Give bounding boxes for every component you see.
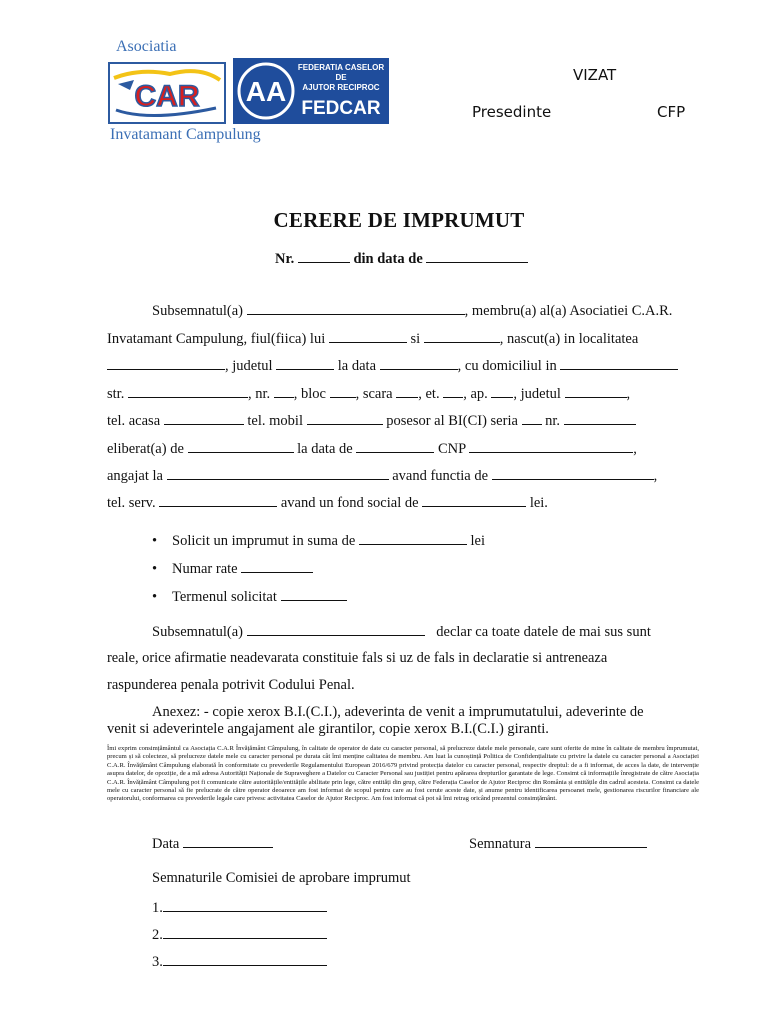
street-number-field[interactable]	[274, 385, 294, 398]
installments-label: Numar rate	[172, 561, 238, 577]
id-number-field[interactable]	[564, 412, 636, 425]
annex-line-1: Anexez: - copie xerox B.I.(C.I.), adeverinta de venit a imprumutatului, adeverinte de	[152, 704, 644, 720]
residence-field[interactable]	[560, 357, 678, 370]
page-title: CERERE DE IMPRUMUT	[273, 208, 525, 232]
la-data-label: la data	[337, 358, 377, 374]
vizat-label: VIZAT	[573, 66, 617, 84]
birth-county-field[interactable]	[276, 357, 334, 370]
bullet-dot-icon: •	[152, 561, 158, 577]
fedcar-logo	[233, 58, 389, 124]
bullet-loan-amount	[152, 532, 485, 550]
position-field[interactable]	[492, 467, 654, 480]
commission-signature-2-field[interactable]	[163, 926, 327, 939]
fiul-label: Invatamant Campulung, fiul(fiica) lui	[107, 331, 326, 347]
form-line-3	[107, 357, 678, 375]
nascut-label: , nascut(a) in localitatea	[499, 331, 639, 347]
form-line-6	[107, 440, 637, 458]
commission-signature-1-field[interactable]	[163, 899, 327, 912]
str-label: str.	[107, 386, 125, 402]
car-logo-text: CAR	[134, 80, 200, 113]
issue-date-field[interactable]	[356, 440, 434, 453]
commission-signature-3-field[interactable]	[163, 953, 327, 966]
car-logo	[108, 62, 226, 124]
gdpr-consent-text: Îmi exprim consimțământul ca Asociația C.A.R Învățământ Câmpulung, în calitate de operator de date cu caracter personal, să prelucreze datele mele personale, care sunt oferite de mine în calitate de membru împrumutat, precum și să colecteze, să prelucreze datele mele cu caracter personal pe durata cât îmi menține calitatea de membru. Am luat la cunoștință Politica de Confidențialitate cu privire la datele cu caracter personal a Asociației C.A.R. Învățământ Câmpulung elaborată în conformitate cu prevederile Regulamentului European 2016/679 privind protecția datelor cu caracter personal, respectiv dreptul: de a fi informat, de acces la date, de intervenție asupra datelor, de opoziție, de a mă adresa Autorității Naționale de Supraveghere a Datelor cu Caracter Personal sau justiției pentru apărarea drepturilor garantate de lege. Consimt că informațiile înregistrate de către Asociația C.A.R. Învățământ Câmpulung pot fi comunicate către autoritățile/entitățile abilitate prin lege, către entități din grup, către Federația Caselor de Ajutor Reciproc din România și entitățile din cadrul acesteia. Consimt ca datele mele cu caracter personal să fie prelucrate de către operator deoarece am fost informat de scopul pentru care au fost cerute aceste date, și anume pentru identificarea persoanei mele, gestionarea riscurilor financiare ale operatorului, conformarea cu prevederile legale care privesc activitatea Caselor de Ajutor Reciproc. Am fost informat că pot să îmi retrag oricând prezentul consimțământ.	[107, 745, 699, 803]
sig1-label: 1.	[152, 900, 163, 916]
declaration-line-2: reale, orice afirmatie neadevarata constituie fals si uz de fals in declaratie si antreneaza	[107, 650, 608, 666]
cnp-field[interactable]	[469, 440, 633, 453]
signing-date-field[interactable]	[183, 835, 273, 848]
declaration-subsemnatul: Subsemnatul(a)	[152, 624, 244, 640]
form-line-4	[107, 385, 630, 403]
birth-date-field[interactable]	[380, 357, 458, 370]
term-label: Termenul solicitat	[172, 589, 277, 605]
fedcar-line2: DE	[335, 73, 347, 82]
declaration-line-3: raspunderea penala potrivit Codului Penal.	[107, 677, 355, 693]
apartment-field[interactable]	[491, 385, 513, 398]
loan-currency-label: lei	[470, 533, 486, 549]
fedcar-line1: FEDERATIA CASELOR	[297, 63, 385, 72]
din-data-label: din data de	[353, 251, 423, 267]
membru-label: , membru(a) al(a) Asociatiei C.A.R.	[464, 303, 673, 319]
sig2-label: 2.	[152, 927, 163, 943]
sig3-label: 3.	[152, 954, 163, 970]
eliberat-label: eliberat(a) de	[107, 441, 184, 457]
block-field[interactable]	[330, 385, 356, 398]
association-name-bottom: Invatamant Campulung	[110, 126, 261, 143]
tel-mobil-label: tel. mobil	[247, 413, 303, 429]
form-line-1	[152, 302, 672, 320]
loan-amount-field[interactable]	[359, 532, 467, 545]
declaration-line-1	[152, 623, 651, 641]
tel-acasa-label: tel. acasa	[107, 413, 161, 429]
domiciliu-label: , cu domiciliul in	[457, 358, 557, 374]
bullet-dot-icon: •	[152, 533, 158, 549]
nr-label: Nr.	[275, 251, 295, 267]
la-data-de-label: la data de	[297, 441, 353, 457]
signature-row	[469, 835, 647, 853]
commission-signature-2	[152, 926, 327, 944]
subsemnatul-label: Subsemnatul(a)	[152, 303, 244, 319]
judetul-label: , judetul	[225, 358, 273, 374]
floor-field[interactable]	[443, 385, 463, 398]
fedcar-logo-letters: AA	[245, 76, 287, 107]
etaj-label: , et.	[418, 386, 440, 402]
declaration-name-field[interactable]	[247, 623, 425, 636]
work-phone-field[interactable]	[159, 494, 277, 507]
installments-field[interactable]	[241, 560, 313, 573]
lei-label: lei.	[529, 495, 548, 511]
bullet-installments	[152, 560, 313, 578]
declaration-text-b: declar ca toate datele de mai sus sunt	[436, 624, 651, 640]
nr-street-label: , nr.	[247, 386, 271, 402]
bi-nr-label: nr.	[545, 413, 561, 429]
comma: ,	[626, 386, 631, 402]
form-line-8	[107, 494, 548, 512]
association-name-top: Asociatia	[116, 38, 177, 55]
mother-name-field[interactable]	[424, 330, 500, 343]
form-line-2	[107, 330, 638, 348]
commission-signature-3	[152, 953, 327, 971]
fedcar-line3: AJUTOR RECIPROC	[302, 83, 380, 92]
bloc-label: , bloc	[293, 386, 326, 402]
commission-signature-1	[152, 899, 327, 917]
fedcar-logo-icon	[233, 58, 389, 124]
fond-social-label: avand un fond social de	[280, 495, 419, 511]
social-fund-field[interactable]	[422, 494, 526, 507]
form-line-7	[107, 467, 657, 485]
si-label: si	[410, 331, 421, 347]
street-field[interactable]	[128, 385, 248, 398]
employer-field[interactable]	[167, 467, 389, 480]
father-name-field[interactable]	[329, 330, 407, 343]
date-field[interactable]	[426, 250, 528, 263]
number-line	[275, 250, 528, 268]
bullet-dot-icon: •	[152, 589, 158, 605]
home-phone-field[interactable]	[164, 412, 244, 425]
fedcar-name: FEDCAR	[301, 98, 381, 119]
residence-county-field[interactable]	[565, 385, 627, 398]
loan-amount-label: Solicit un imprumut in suma de	[172, 533, 356, 549]
cnp-label: CNP	[437, 441, 466, 457]
semnatura-label: Semnatura	[469, 836, 532, 852]
judetul-domiciliu-label: , judetul	[513, 386, 561, 402]
comma: ,	[653, 468, 658, 484]
angajat-label: angajat la	[107, 468, 163, 484]
form-line-5	[107, 412, 636, 430]
name-field[interactable]	[247, 302, 465, 315]
id-series-field[interactable]	[522, 412, 542, 425]
comma: ,	[633, 441, 637, 457]
signature-field[interactable]	[535, 835, 647, 848]
term-field[interactable]	[281, 588, 347, 601]
nr-field[interactable]	[298, 250, 350, 263]
scara-label: , scara	[355, 386, 393, 402]
presedinte-label: Presedinte	[472, 103, 552, 121]
car-logo-icon	[110, 64, 224, 122]
tel-serv-label: tel. serv.	[107, 495, 156, 511]
bi-serie-label: posesor al BI(CI) seria	[386, 413, 518, 429]
cfp-label: CFP	[657, 103, 686, 121]
apartament-label: , ap.	[463, 386, 488, 402]
data-label: Data	[152, 836, 180, 852]
birthplace-field[interactable]	[107, 357, 225, 370]
bullet-term	[152, 588, 347, 606]
data-signature-row	[152, 835, 273, 853]
mobile-phone-field[interactable]	[307, 412, 383, 425]
staircase-field[interactable]	[396, 385, 418, 398]
issued-by-field[interactable]	[188, 440, 294, 453]
functia-label: avand functia de	[392, 468, 489, 484]
commission-title: Semnaturile Comisiei de aprobare imprumut	[152, 870, 411, 886]
annex-line-2: venit si adeverintele angajament ale girantilor, copie xerox B.I.(C.I.) giranti.	[107, 721, 549, 737]
